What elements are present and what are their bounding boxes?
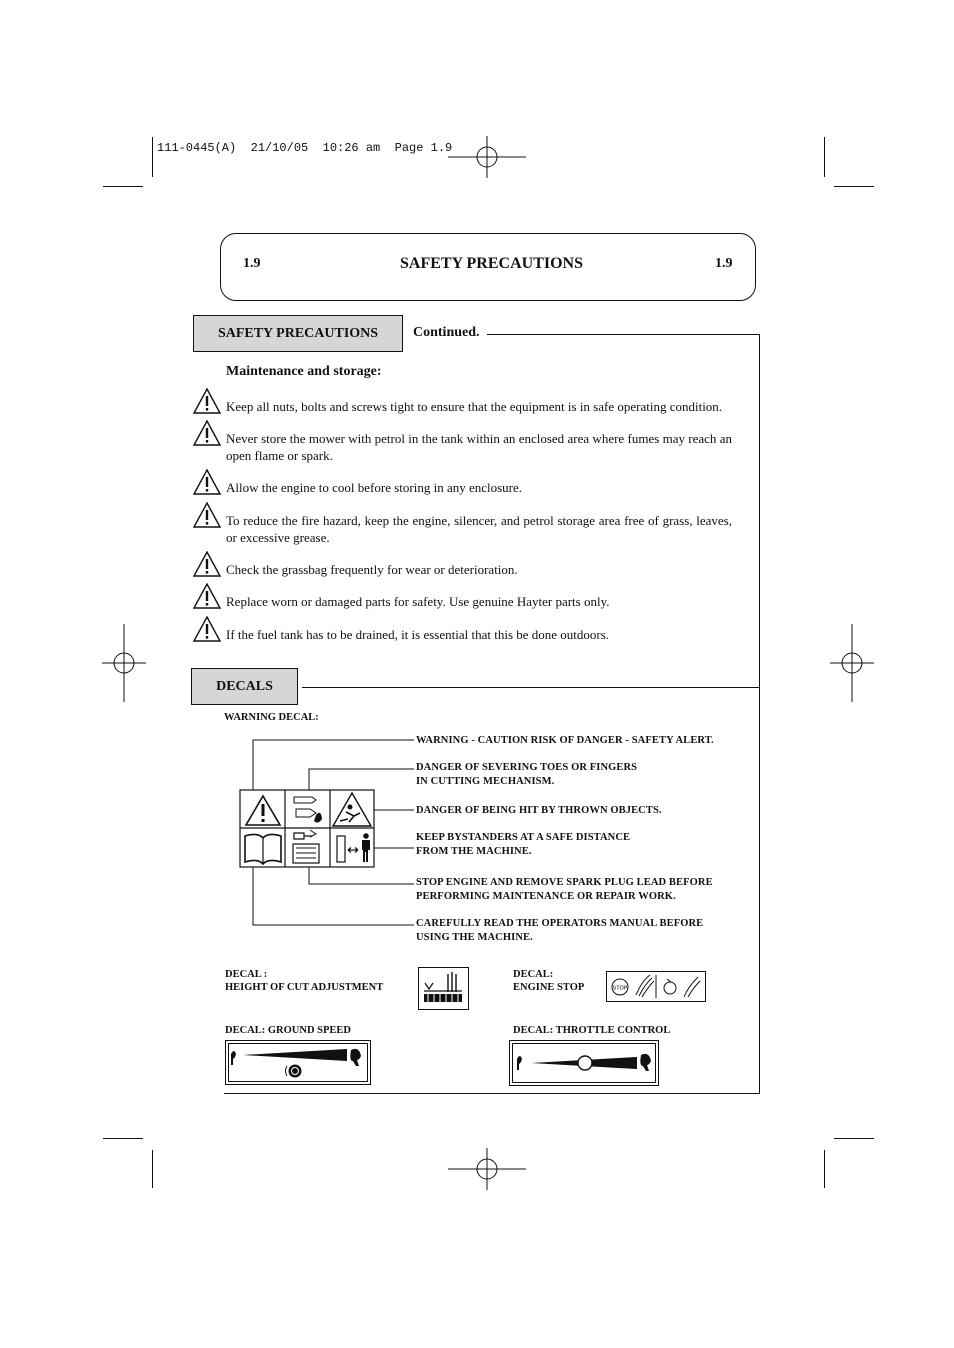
warning-triangle-icon [193,502,221,528]
engine-stop-decal-icon [606,971,706,1002]
throttle-control-decal-icon [509,1040,660,1086]
warning-decal-diagram [236,735,418,935]
warning-triangle-icon [193,469,221,495]
frame-bottom-line [224,1093,760,1094]
warning-decal-label: WARNING DECAL: [224,712,319,723]
throttle-control-label: DECAL: THROTTLE CONTROL [513,1025,671,1036]
decals-tab-label: DECALS [216,678,273,694]
callout-read-manual: CAREFULLY READ THE OPERATORS MANUAL BEFORE USING THE MACHINE. [416,918,704,943]
safety-item-7: If the fuel tank has to be drained, it is essential that this be done outdoors. [226,627,610,642]
safety-item-5: Check the grassbag frequently for wear or deterioration. [226,562,518,577]
registration-mark-left [102,624,146,702]
ground-speed-decal-icon [225,1040,372,1086]
page-title: SAFETY PRECAUTIONS [400,255,583,272]
warning-triangle-icon [193,616,221,642]
registration-mark-right [830,624,874,702]
safety-item-2: Never store the mower with petrol in the tank within an enclosed area where fumes may reach an open flame or spark. [226,431,732,463]
safety-item-4: To reduce the fire hazard, keep the engine, silencer, and petrol storage area free of grass, leaves, or excessive grease. [226,513,732,545]
safety-precautions-tab [193,315,403,352]
warning-triangle-icon [193,420,221,446]
ground-speed-label: DECAL: GROUND SPEED [225,1025,352,1036]
height-of-cut-label: DECAL : HEIGHT OF CUT ADJUSTMENT [225,969,384,993]
frame-right-line [759,334,760,1094]
decals-rule [302,687,760,688]
safety-item-6: Replace worn or damaged parts for safety. Use genuine Hayter parts only. [226,594,610,609]
registration-mark-bottom [448,1148,528,1190]
decals-tab [191,668,298,705]
safety-tab-label: SAFETY PRECAUTIONS [217,325,379,341]
callout-stop-engine: STOP ENGINE AND REMOVE SPARK PLUG LEAD BEFORE PERFORMING MAINTENANCE OR REPAIR WORK. [416,877,713,902]
safety-item-1: Keep all nuts, bolts and screws tight to ensure that the equipment is in safe operating condition. [226,399,723,414]
safety-item-3: Allow the engine to cool before storing in any enclosure. [226,480,523,495]
warning-triangle-icon [193,551,221,577]
engine-stop-label: DECAL: ENGINE STOP [513,969,585,993]
section-number-right: 1.9 [715,256,733,271]
frame-top-line [487,334,760,335]
callout-bystanders: KEEP BYSTANDERS AT A SAFE DISTANCE FROM THE MACHINE. [416,832,631,857]
section-number-left: 1.9 [243,256,261,271]
warning-triangle-icon [193,388,221,414]
callout-thrown-objects: DANGER OF BEING HIT BY THROWN OBJECTS. [416,805,662,816]
continued-label: Continued. [413,325,480,340]
warning-triangle-icon [193,583,221,609]
registration-mark-top [448,136,528,178]
height-of-cut-decal-icon [418,967,469,1010]
maintenance-subheading: Maintenance and storage: [226,364,382,379]
print-slug: 111-0445(A) 21/10/05 10:26 am Page 1.9 [157,141,453,155]
stop-icon-text: STOP [612,985,628,992]
callout-safety-alert: WARNING - CAUTION RISK OF DANGER - SAFETY ALERT. [416,735,714,746]
callout-severing-toes: DANGER OF SEVERING TOES OR FINGERS IN CUTTING MECHANISM. [416,762,638,787]
